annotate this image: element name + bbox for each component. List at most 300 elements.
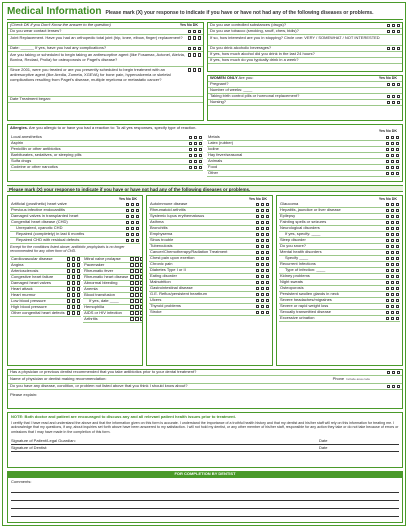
- dk-checkbox[interactable]: [397, 83, 401, 87]
- yes-checkbox[interactable]: [386, 160, 390, 164]
- dk-checkbox[interactable]: [396, 263, 400, 267]
- no-checkbox[interactable]: [261, 215, 265, 219]
- yes-checkbox[interactable]: [130, 311, 134, 315]
- dk-checkbox[interactable]: [140, 275, 143, 279]
- no-checkbox[interactable]: [391, 166, 395, 170]
- dk-checkbox[interactable]: [140, 293, 143, 297]
- no-checkbox[interactable]: [72, 263, 76, 267]
- no-checkbox[interactable]: [194, 136, 198, 140]
- no-checkbox[interactable]: [391, 160, 395, 164]
- no-checkbox[interactable]: [391, 317, 395, 321]
- no-checkbox[interactable]: [391, 172, 395, 176]
- no-checkbox[interactable]: [261, 209, 265, 213]
- dk-checkbox[interactable]: [199, 148, 203, 152]
- yes-checkbox[interactable]: [130, 269, 134, 273]
- no-checkbox[interactable]: [392, 95, 396, 99]
- no-checkbox[interactable]: [72, 311, 76, 315]
- dk-checkbox[interactable]: [266, 233, 270, 237]
- no-checkbox[interactable]: [72, 257, 76, 261]
- list-item: Artificial (prosthetic) heart valve: [10, 202, 140, 208]
- no-checkbox[interactable]: [261, 257, 265, 261]
- dk-checkbox[interactable]: [266, 227, 270, 231]
- yes-checkbox[interactable]: [67, 287, 71, 291]
- yes-checkbox[interactable]: [126, 239, 130, 243]
- yes-checkbox[interactable]: [386, 154, 390, 158]
- dk-checkbox[interactable]: [396, 251, 400, 255]
- yes-checkbox[interactable]: [387, 371, 391, 375]
- dk-checkbox[interactable]: [266, 251, 270, 255]
- list-item: Do you drink alcoholic beverages?: [208, 46, 402, 52]
- no-checkbox[interactable]: [391, 281, 395, 285]
- no-checkbox[interactable]: [392, 24, 396, 28]
- no-checkbox[interactable]: [391, 233, 395, 237]
- yes-checkbox[interactable]: [386, 305, 390, 309]
- yes-checkbox[interactable]: [386, 227, 390, 231]
- no-checkbox[interactable]: [261, 281, 265, 285]
- yes-checkbox[interactable]: [130, 305, 134, 309]
- dk-checkbox[interactable]: [266, 263, 270, 267]
- no-checkbox[interactable]: [135, 275, 139, 279]
- dk-checkbox[interactable]: [198, 30, 202, 34]
- yes-checkbox[interactable]: [126, 227, 130, 231]
- no-checkbox[interactable]: [392, 30, 396, 34]
- dk-checkbox[interactable]: [396, 257, 400, 261]
- yes-checkbox[interactable]: [386, 221, 390, 225]
- no-checkbox[interactable]: [131, 221, 135, 225]
- comments-line[interactable]: [11, 501, 399, 509]
- no-checkbox[interactable]: [261, 239, 265, 243]
- dk-checkbox[interactable]: [136, 215, 140, 219]
- patient-signature-field[interactable]: Signature of Patient/Legal Guardian:: [11, 438, 76, 444]
- no-checkbox[interactable]: [261, 263, 265, 267]
- dk-checkbox[interactable]: [140, 263, 143, 267]
- no-checkbox[interactable]: [135, 269, 139, 273]
- no-checkbox[interactable]: [135, 317, 139, 321]
- dk-checkbox[interactable]: [266, 305, 270, 309]
- no-checkbox[interactable]: [194, 166, 198, 170]
- no-checkbox[interactable]: [392, 47, 396, 51]
- no-checkbox[interactable]: [391, 275, 395, 279]
- yes-checkbox[interactable]: [386, 166, 390, 170]
- yes-checkbox[interactable]: [188, 68, 192, 72]
- yes-checkbox[interactable]: [256, 203, 260, 207]
- dk-checkbox[interactable]: [266, 299, 270, 303]
- yes-checkbox[interactable]: [67, 263, 71, 267]
- dk-checkbox[interactable]: [266, 239, 270, 243]
- no-checkbox[interactable]: [194, 154, 198, 158]
- dk-checkbox[interactable]: [140, 281, 143, 285]
- yes-checkbox[interactable]: [189, 154, 193, 158]
- dk-checkbox[interactable]: [198, 68, 202, 72]
- no-checkbox[interactable]: [135, 263, 139, 267]
- yes-checkbox[interactable]: [189, 166, 193, 170]
- yes-checkbox[interactable]: [67, 275, 71, 279]
- dk-checkbox[interactable]: [396, 148, 400, 152]
- dentist-bar: FOR COMPLETION BY DENTIST: [7, 471, 403, 477]
- no-checkbox[interactable]: [72, 287, 76, 291]
- no-checkbox[interactable]: [135, 299, 139, 303]
- list-item: Chest pain upon exertion: [149, 256, 270, 262]
- no-checkbox[interactable]: [193, 47, 197, 51]
- no-checkbox[interactable]: [391, 293, 395, 297]
- dk-checkbox[interactable]: [136, 203, 140, 207]
- dk-checkbox[interactable]: [396, 142, 400, 146]
- no-checkbox[interactable]: [391, 136, 395, 140]
- no-checkbox[interactable]: [261, 311, 265, 315]
- yes-checkbox[interactable]: [386, 251, 390, 255]
- yes-checkbox[interactable]: [386, 263, 390, 267]
- dk-checkbox[interactable]: [266, 245, 270, 249]
- no-checkbox[interactable]: [261, 221, 265, 225]
- yes-checkbox[interactable]: [188, 47, 192, 51]
- yes-checkbox[interactable]: [387, 47, 391, 51]
- yes-checkbox[interactable]: [126, 209, 130, 213]
- yes-checkbox[interactable]: [386, 317, 390, 321]
- dk-checkbox[interactable]: [396, 311, 400, 315]
- dk-checkbox[interactable]: [397, 101, 401, 105]
- no-checkbox[interactable]: [261, 275, 265, 279]
- dk-checkbox[interactable]: [396, 215, 400, 219]
- dk-checkbox[interactable]: [397, 95, 401, 99]
- dentist-date-field[interactable]: Date: [319, 445, 328, 451]
- yes-checkbox[interactable]: [130, 257, 134, 261]
- yes-checkbox[interactable]: [386, 215, 390, 219]
- dk-checkbox[interactable]: [140, 299, 143, 303]
- yes-checkbox[interactable]: [256, 269, 260, 273]
- dk-checkbox[interactable]: [266, 215, 270, 219]
- list-item: If yes, specify: ____: [279, 232, 400, 238]
- dk-checkbox[interactable]: [396, 317, 400, 321]
- yes-checkbox[interactable]: [256, 293, 260, 297]
- yes-checkbox[interactable]: [386, 275, 390, 279]
- no-checkbox[interactable]: [131, 209, 135, 213]
- no-checkbox[interactable]: [261, 245, 265, 249]
- no-checkbox[interactable]: [392, 385, 396, 389]
- no-checkbox[interactable]: [131, 227, 135, 231]
- dk-checkbox[interactable]: [136, 233, 140, 237]
- comments-line[interactable]: [11, 509, 399, 517]
- no-checkbox[interactable]: [391, 239, 395, 243]
- dk-checkbox[interactable]: [396, 172, 400, 176]
- yes-checkbox[interactable]: [256, 311, 260, 315]
- no-checkbox[interactable]: [131, 203, 135, 207]
- no-checkbox[interactable]: [392, 371, 396, 375]
- yes-checkbox[interactable]: [189, 160, 193, 164]
- yes-checkbox[interactable]: [256, 239, 260, 243]
- dk-checkbox[interactable]: [140, 257, 143, 261]
- no-checkbox[interactable]: [391, 257, 395, 261]
- dk-checkbox[interactable]: [396, 299, 400, 303]
- yes-checkbox[interactable]: [386, 239, 390, 243]
- no-checkbox[interactable]: [261, 233, 265, 237]
- yes-checkbox[interactable]: [387, 24, 391, 28]
- list-item: Other: [207, 171, 400, 177]
- dk-checkbox[interactable]: [199, 166, 203, 170]
- no-checkbox[interactable]: [261, 299, 265, 303]
- no-checkbox[interactable]: [391, 251, 395, 255]
- no-checkbox[interactable]: [72, 299, 76, 303]
- dk-checkbox[interactable]: [397, 47, 401, 51]
- no-checkbox[interactable]: [391, 227, 395, 231]
- yes-checkbox[interactable]: [256, 221, 260, 225]
- dk-checkbox[interactable]: [77, 263, 81, 267]
- dk-checkbox[interactable]: [396, 203, 400, 207]
- comments-line[interactable]: [11, 493, 399, 501]
- dk-checkbox[interactable]: [136, 209, 140, 213]
- no-checkbox[interactable]: [391, 221, 395, 225]
- yes-checkbox[interactable]: [188, 30, 192, 34]
- yes-checkbox[interactable]: [386, 293, 390, 297]
- list-item: Do you have any disease, condition, or problem not listed above that you think I should know about?: [8, 384, 402, 390]
- yes-checkbox[interactable]: [256, 299, 260, 303]
- no-checkbox[interactable]: [261, 293, 265, 297]
- dentist-signature-field[interactable]: Signature of Dentist:: [11, 445, 48, 451]
- no-checkbox[interactable]: [135, 305, 139, 309]
- yes-checkbox[interactable]: [189, 136, 193, 140]
- no-checkbox[interactable]: [72, 275, 76, 279]
- yes-checkbox[interactable]: [386, 299, 390, 303]
- yes-checkbox[interactable]: [256, 245, 260, 249]
- no-checkbox[interactable]: [391, 148, 395, 152]
- dk-checkbox[interactable]: [77, 287, 81, 291]
- dk-checkbox[interactable]: [397, 24, 401, 28]
- yes-checkbox[interactable]: [126, 221, 130, 225]
- patient-date-field[interactable]: Date: [319, 438, 328, 444]
- dk-checkbox[interactable]: [396, 269, 400, 273]
- no-checkbox[interactable]: [193, 68, 197, 72]
- no-checkbox[interactable]: [391, 142, 395, 146]
- no-checkbox[interactable]: [72, 269, 76, 273]
- yes-checkbox[interactable]: [130, 293, 134, 297]
- dk-checkbox[interactable]: [266, 287, 270, 291]
- dk-checkbox[interactable]: [136, 221, 140, 225]
- dk-checkbox[interactable]: [266, 203, 270, 207]
- dk-checkbox[interactable]: [77, 269, 81, 273]
- yes-checkbox[interactable]: [256, 275, 260, 279]
- no-checkbox[interactable]: [391, 154, 395, 158]
- dk-checkbox[interactable]: [396, 287, 400, 291]
- no-checkbox[interactable]: [261, 251, 265, 255]
- explain-field[interactable]: Please explain:: [10, 392, 38, 397]
- yes-checkbox[interactable]: [386, 172, 390, 176]
- dk-checkbox[interactable]: [396, 305, 400, 309]
- dk-checkbox[interactable]: [396, 233, 400, 237]
- dk-checkbox[interactable]: [266, 257, 270, 261]
- dk-checkbox[interactable]: [397, 385, 401, 389]
- dk-checkbox[interactable]: [140, 317, 143, 321]
- list-item: Damaged heart valves: [10, 281, 81, 287]
- dk-checkbox[interactable]: [77, 257, 81, 261]
- dk-checkbox[interactable]: [396, 209, 400, 213]
- dk-checkbox[interactable]: [136, 227, 140, 231]
- yes-checkbox[interactable]: [386, 281, 390, 285]
- dk-checkbox[interactable]: [266, 209, 270, 213]
- yes-checkbox[interactable]: [126, 233, 130, 237]
- dk-checkbox[interactable]: [198, 47, 202, 51]
- no-checkbox[interactable]: [72, 293, 76, 297]
- yes-checkbox[interactable]: [130, 263, 134, 267]
- dk-checkbox[interactable]: [396, 239, 400, 243]
- no-checkbox[interactable]: [193, 53, 197, 57]
- yes-checkbox[interactable]: [256, 215, 260, 219]
- no-checkbox[interactable]: [131, 239, 135, 243]
- dk-checkbox[interactable]: [397, 371, 401, 375]
- yes-checkbox[interactable]: [67, 269, 71, 273]
- no-checkbox[interactable]: [72, 305, 76, 309]
- yes-checkbox[interactable]: [387, 101, 391, 105]
- yes-checkbox[interactable]: [386, 287, 390, 291]
- dk-checkbox[interactable]: [396, 245, 400, 249]
- no-checkbox[interactable]: [193, 36, 197, 40]
- dk-checkbox[interactable]: [77, 305, 81, 309]
- yes-checkbox[interactable]: [130, 281, 134, 285]
- yes-checkbox[interactable]: [256, 305, 260, 309]
- dk-checkbox[interactable]: [199, 142, 203, 146]
- dk-checkbox[interactable]: [199, 154, 203, 158]
- no-checkbox[interactable]: [135, 311, 139, 315]
- yes-checkbox[interactable]: [67, 305, 71, 309]
- yes-checkbox[interactable]: [256, 227, 260, 231]
- comments-label: Comments:: [11, 479, 32, 484]
- yes-checkbox[interactable]: [387, 83, 391, 87]
- yes-checkbox[interactable]: [256, 287, 260, 291]
- no-checkbox[interactable]: [131, 215, 135, 219]
- dk-checkbox[interactable]: [266, 293, 270, 297]
- no-checkbox[interactable]: [391, 305, 395, 309]
- dk-checkbox[interactable]: [198, 53, 202, 57]
- yes-checkbox[interactable]: [256, 257, 260, 261]
- no-checkbox[interactable]: [194, 142, 198, 146]
- no-checkbox[interactable]: [261, 287, 265, 291]
- dk-checkbox[interactable]: [266, 275, 270, 279]
- dk-checkbox[interactable]: [140, 311, 143, 315]
- comments-line[interactable]: [11, 485, 399, 493]
- yes-checkbox[interactable]: [188, 36, 192, 40]
- yes-checkbox[interactable]: [130, 317, 134, 321]
- yes-checkbox[interactable]: [67, 293, 71, 297]
- yes-checkbox[interactable]: [189, 148, 193, 152]
- dk-checkbox[interactable]: [136, 239, 140, 243]
- dk-checkbox[interactable]: [199, 160, 203, 164]
- yes-checkbox[interactable]: [386, 269, 390, 273]
- yes-checkbox[interactable]: [67, 299, 71, 303]
- dk-checkbox[interactable]: [266, 281, 270, 285]
- no-checkbox[interactable]: [391, 263, 395, 267]
- dk-checkbox[interactable]: [77, 275, 81, 279]
- yes-checkbox[interactable]: [256, 251, 260, 255]
- no-checkbox[interactable]: [391, 269, 395, 273]
- dk-checkbox[interactable]: [198, 36, 202, 40]
- yes-checkbox[interactable]: [256, 281, 260, 285]
- yes-checkbox[interactable]: [387, 95, 391, 99]
- dk-checkbox[interactable]: [77, 293, 81, 297]
- no-checkbox[interactable]: [391, 203, 395, 207]
- dk-checkbox[interactable]: [396, 293, 400, 297]
- no-checkbox[interactable]: [391, 311, 395, 315]
- no-checkbox[interactable]: [261, 269, 265, 273]
- dk-checkbox[interactable]: [77, 281, 81, 285]
- no-checkbox[interactable]: [391, 287, 395, 291]
- yes-checkbox[interactable]: [67, 257, 71, 261]
- no-checkbox[interactable]: [391, 245, 395, 249]
- dk-checkbox[interactable]: [199, 136, 203, 140]
- dk-checkbox[interactable]: [396, 136, 400, 140]
- list-item: Chronic pain: [149, 262, 270, 268]
- dk-checkbox[interactable]: [396, 160, 400, 164]
- yes-checkbox[interactable]: [130, 287, 134, 291]
- no-checkbox[interactable]: [193, 30, 197, 34]
- dk-checkbox[interactable]: [396, 221, 400, 225]
- no-checkbox[interactable]: [135, 281, 139, 285]
- dk-checkbox[interactable]: [266, 269, 270, 273]
- dk-checkbox[interactable]: [266, 311, 270, 315]
- dk-checkbox[interactable]: [396, 281, 400, 285]
- no-checkbox[interactable]: [135, 257, 139, 261]
- yes-checkbox[interactable]: [386, 245, 390, 249]
- no-checkbox[interactable]: [131, 233, 135, 237]
- dk-checkbox[interactable]: [396, 275, 400, 279]
- no-checkbox[interactable]: [261, 305, 265, 309]
- yes-checkbox[interactable]: [386, 142, 390, 146]
- no-checkbox[interactable]: [135, 293, 139, 297]
- yes-checkbox[interactable]: [126, 203, 130, 207]
- list-item: Neurological disorders: [279, 226, 400, 232]
- yes-checkbox[interactable]: [386, 148, 390, 152]
- yes-checkbox[interactable]: [386, 136, 390, 140]
- no-checkbox[interactable]: [261, 227, 265, 231]
- dk-checkbox[interactable]: [140, 305, 143, 309]
- no-checkbox[interactable]: [391, 209, 395, 213]
- dk-checkbox[interactable]: [396, 227, 400, 231]
- yes-checkbox[interactable]: [130, 275, 134, 279]
- dk-checkbox[interactable]: [266, 221, 270, 225]
- no-checkbox[interactable]: [72, 281, 76, 285]
- yes-checkbox[interactable]: [386, 233, 390, 237]
- no-checkbox[interactable]: [392, 101, 396, 105]
- yes-checkbox[interactable]: [188, 53, 192, 57]
- yes-checkbox[interactable]: [256, 209, 260, 213]
- yes-checkbox[interactable]: [386, 257, 390, 261]
- dk-checkbox[interactable]: [396, 166, 400, 170]
- dk-checkbox[interactable]: [396, 154, 400, 158]
- yes-checkbox[interactable]: [189, 142, 193, 146]
- yes-checkbox[interactable]: [386, 209, 390, 213]
- no-checkbox[interactable]: [194, 160, 198, 164]
- yes-checkbox[interactable]: [387, 30, 391, 34]
- yes-checkbox[interactable]: [386, 203, 390, 207]
- yes-checkbox[interactable]: [386, 311, 390, 315]
- dk-checkbox[interactable]: [140, 287, 143, 291]
- list-item: Blood transfusion: [83, 293, 143, 299]
- dk-checkbox[interactable]: [77, 311, 81, 315]
- dk-checkbox[interactable]: [397, 30, 401, 34]
- no-checkbox[interactable]: [391, 299, 395, 303]
- yes-checkbox[interactable]: [67, 311, 71, 315]
- no-checkbox[interactable]: [261, 203, 265, 207]
- yes-checkbox[interactable]: [387, 385, 391, 389]
- no-checkbox[interactable]: [392, 83, 396, 87]
- dk-checkbox[interactable]: [77, 299, 81, 303]
- dk-checkbox[interactable]: [140, 269, 143, 273]
- yes-checkbox[interactable]: [126, 215, 130, 219]
- yes-checkbox[interactable]: [256, 233, 260, 237]
- yes-checkbox[interactable]: [130, 299, 134, 303]
- no-checkbox[interactable]: [135, 287, 139, 291]
- yes-checkbox[interactable]: [67, 281, 71, 285]
- yes-checkbox[interactable]: [256, 263, 260, 267]
- no-checkbox[interactable]: [194, 148, 198, 152]
- no-checkbox[interactable]: [391, 215, 395, 219]
